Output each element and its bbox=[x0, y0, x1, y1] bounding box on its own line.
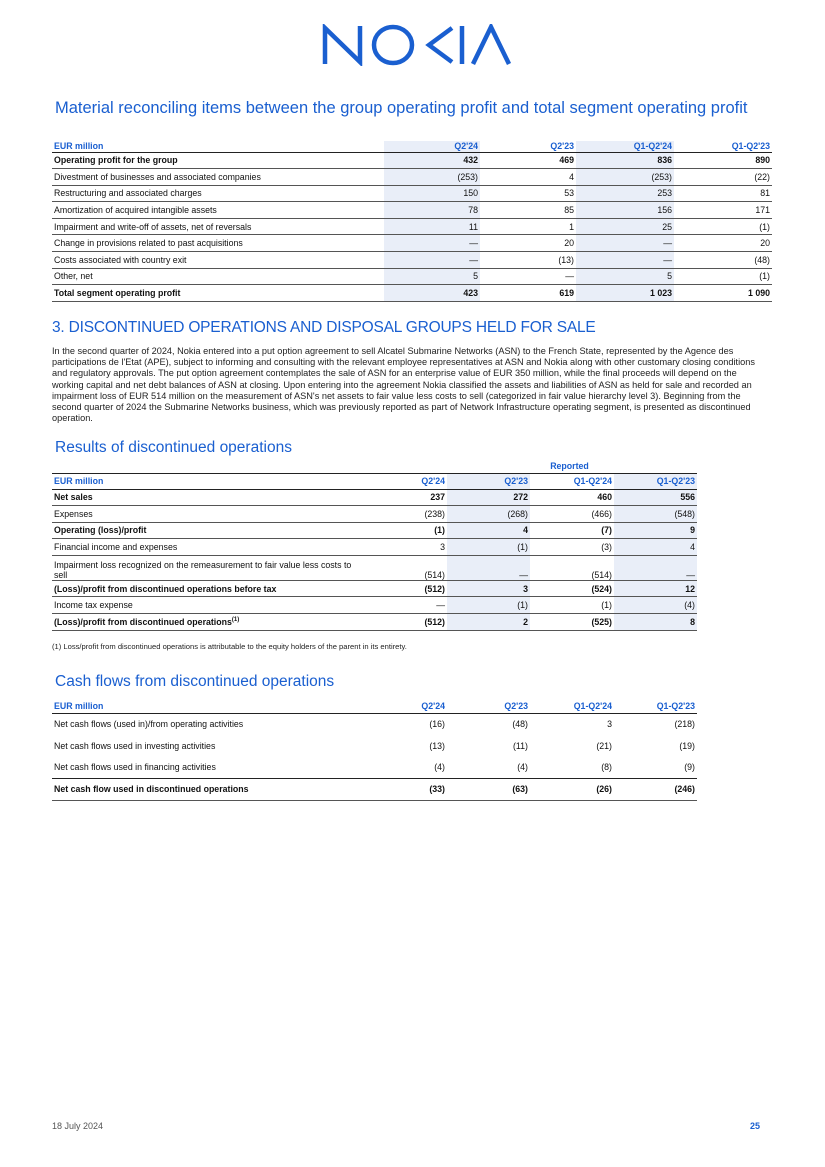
table-row bbox=[52, 522, 697, 539]
table-row bbox=[52, 218, 772, 235]
cell-value: (1) bbox=[364, 522, 447, 539]
cell-value: (16) bbox=[429, 719, 445, 730]
table-row bbox=[52, 555, 697, 580]
cell-value: 20 bbox=[480, 235, 576, 252]
cell-value: (525) bbox=[530, 614, 614, 631]
col-header: Q1-Q2'23 bbox=[614, 699, 697, 713]
row-label: Change in provisions related to past acquisitions bbox=[52, 235, 384, 252]
cell-value: 4 bbox=[447, 522, 530, 539]
table-row bbox=[52, 614, 697, 631]
cell-value: — bbox=[576, 235, 674, 252]
cell-value: 619 bbox=[480, 285, 576, 302]
cell-value: 9 bbox=[614, 522, 697, 539]
section-title-reconciling: Material reconciling items between the group operating profit and total segment operating profit bbox=[55, 99, 748, 117]
cashflows-table bbox=[52, 699, 697, 801]
row-label: Operating (loss)/profit bbox=[52, 522, 364, 539]
row-label: Net cash flows used in financing activities bbox=[54, 762, 216, 773]
row-label: Impairment loss recognized on the remeasurement to fair value less costs to sell bbox=[52, 555, 364, 580]
table-row bbox=[52, 778, 697, 800]
cell-value: 11 bbox=[384, 218, 480, 235]
table-row bbox=[52, 580, 697, 597]
cell-value: 4 bbox=[614, 539, 697, 556]
cell-value: 3 bbox=[364, 539, 447, 556]
cell-value: 432 bbox=[384, 152, 480, 169]
cell-value: (63) bbox=[447, 778, 530, 800]
cell-value: 237 bbox=[364, 489, 447, 506]
row-label: (Loss)/profit from discontinued operations before tax bbox=[52, 580, 364, 597]
cell-value: 81 bbox=[674, 185, 772, 202]
cell-value: 1 090 bbox=[674, 285, 772, 302]
cell-value: — bbox=[614, 555, 697, 580]
cell-value: (4) bbox=[434, 762, 445, 773]
cell-value: 253 bbox=[576, 185, 674, 202]
cell-value: 25 bbox=[576, 218, 674, 235]
table-row bbox=[52, 235, 772, 252]
cell-value: — bbox=[384, 235, 480, 252]
table-row bbox=[52, 597, 697, 614]
col-header: Q1-Q2'24 bbox=[530, 473, 614, 489]
page-number: 25 bbox=[750, 1121, 761, 1131]
cell-value: (514) bbox=[364, 555, 447, 580]
row-label: Other, net bbox=[52, 268, 384, 285]
row-label: Restructuring and associated charges bbox=[52, 185, 384, 202]
col-header: EUR million bbox=[52, 699, 364, 713]
cell-value: 469 bbox=[480, 152, 576, 169]
cell-value: 8 bbox=[614, 614, 697, 631]
table-row bbox=[52, 252, 772, 269]
cell-value: — bbox=[384, 252, 480, 269]
reconciling-items-table bbox=[52, 141, 772, 302]
cell-value: (13) bbox=[429, 740, 445, 751]
cell-value: (268) bbox=[447, 506, 530, 523]
discontinued-paragraph: In the second quarter of 2024, Nokia entered into a put option agreement to sell Alcatel Submarine Networks (ASN) to the French State, represented by the Agence des participations de l'Etat (APE), subject to informing and consulting with the relevant employee representatives at ASN and Nokia along with other customary closing conditions and regulatory approvals. The put option agreement contemplates the sale of ASN for an enterprise value of EUR 350 million, while the final proceeds will depend on the working capital and net debt balances of ASN at closing. Upon entering into the agreement Nokia classified the assets and liabilities of ASN as held for sale and recorded an impairment loss of EUR 514 million on the measurement of ASN's net assets to fair value less costs to sell (categorized in fair value hierarchy level 3). Beginning from the second quarter of 2024 the Submarine Networks business, which was previously reported as part of Network Infrastructure operating segment, is presented as discontinued operation. bbox=[52, 346, 755, 424]
cell-value: — bbox=[480, 268, 576, 285]
cell-value: 5 bbox=[384, 268, 480, 285]
col-header: Q1-Q2'23 bbox=[614, 473, 697, 489]
cell-value: (19) bbox=[679, 740, 695, 751]
cell-value: (26) bbox=[530, 778, 614, 800]
table-row bbox=[52, 285, 772, 302]
cell-value: (4) bbox=[517, 762, 528, 773]
cell-value: (1) bbox=[447, 539, 530, 556]
cell-value: 890 bbox=[674, 152, 772, 169]
row-label: Amortization of acquired intangible assets bbox=[52, 202, 384, 219]
cell-value: 5 bbox=[576, 268, 674, 285]
table-row bbox=[52, 713, 697, 735]
row-label: Financial income and expenses bbox=[52, 539, 364, 556]
cell-value: (512) bbox=[364, 614, 447, 631]
cell-value: 460 bbox=[530, 489, 614, 506]
row-label: Net sales bbox=[52, 489, 364, 506]
cell-value: (253) bbox=[384, 169, 480, 186]
cell-value: 150 bbox=[384, 185, 480, 202]
row-label: Operating profit for the group bbox=[52, 152, 384, 169]
cell-value: (48) bbox=[512, 719, 528, 730]
col-header: Q2'24 bbox=[384, 141, 480, 152]
cell-value: (1) bbox=[674, 218, 772, 235]
table-row bbox=[52, 489, 697, 506]
cell-value: (1) bbox=[674, 268, 772, 285]
cell-value: (524) bbox=[530, 580, 614, 597]
col-header: EUR million bbox=[52, 141, 384, 152]
cell-value: 1 bbox=[480, 218, 576, 235]
cell-value: (1) bbox=[530, 597, 614, 614]
cashflows-title: Cash flows from discontinued operations bbox=[55, 673, 335, 690]
row-label: Total segment operating profit bbox=[52, 285, 384, 302]
cell-value: (11) bbox=[513, 740, 528, 751]
cell-value: 156 bbox=[576, 202, 674, 219]
cell-value: (218) bbox=[674, 719, 695, 730]
cell-value: (548) bbox=[614, 506, 697, 523]
table-row bbox=[52, 152, 772, 169]
cell-value: (22) bbox=[674, 169, 772, 186]
table-row bbox=[52, 185, 772, 202]
cell-value: (246) bbox=[614, 778, 697, 800]
cell-value: (21) bbox=[596, 740, 612, 751]
col-header: Q1-Q2'24 bbox=[576, 141, 674, 152]
row-label: Divestment of businesses and associated companies bbox=[52, 169, 384, 186]
table-row bbox=[52, 202, 772, 219]
footnote-ref: (1) bbox=[231, 616, 240, 623]
row-label: Net cash flows (used in)/from operating activities bbox=[54, 719, 244, 730]
footer-date: 18 July 2024 bbox=[52, 1121, 104, 1131]
cell-value: 272 bbox=[447, 489, 530, 506]
cell-value: (4) bbox=[614, 597, 697, 614]
cell-value: (8) bbox=[601, 762, 612, 773]
row-label: Costs associated with country exit bbox=[52, 252, 384, 269]
table-row bbox=[52, 539, 697, 556]
cell-value: (1) bbox=[447, 597, 530, 614]
section-title-discontinued: 3. DISCONTINUED OPERATIONS AND DISPOSAL GROUPS HELD FOR SALE bbox=[52, 319, 596, 336]
table-row bbox=[52, 169, 772, 186]
cell-value: (238) bbox=[364, 506, 447, 523]
row-label: Income tax expense bbox=[52, 597, 364, 614]
row-label: Expenses bbox=[52, 506, 364, 523]
cell-value: (48) bbox=[674, 252, 772, 269]
cell-value: (512) bbox=[364, 580, 447, 597]
table-row bbox=[52, 506, 697, 523]
cell-value: (3) bbox=[530, 539, 614, 556]
cell-value: 78 bbox=[384, 202, 480, 219]
col-header: Q1-Q2'23 bbox=[674, 141, 772, 152]
cell-value: (9) bbox=[684, 762, 695, 773]
table-row bbox=[52, 735, 697, 757]
results-title: Results of discontinued operations bbox=[55, 439, 292, 456]
col-header: Q2'24 bbox=[364, 473, 447, 489]
cell-value: (13) bbox=[480, 252, 576, 269]
table-row bbox=[52, 268, 772, 285]
cell-value: 556 bbox=[614, 489, 697, 506]
col-header: Q2'23 bbox=[447, 473, 530, 489]
results-footnote: (1) Loss/profit from discontinued operations is attributable to the equity holders of the parent in its entirety. bbox=[52, 642, 407, 651]
col-header: Q2'23 bbox=[447, 699, 530, 713]
cell-value: 4 bbox=[480, 169, 576, 186]
cell-value: 836 bbox=[576, 152, 674, 169]
col-header: EUR million bbox=[52, 473, 364, 489]
col-header: Q2'24 bbox=[364, 699, 447, 713]
table-row bbox=[52, 757, 697, 779]
cell-value: 2 bbox=[447, 614, 530, 631]
cell-value: — bbox=[576, 252, 674, 269]
cell-value: (7) bbox=[530, 522, 614, 539]
cell-value: 1 023 bbox=[576, 285, 674, 302]
cell-value: 3 bbox=[447, 580, 530, 597]
cell-value: 3 bbox=[607, 719, 612, 730]
row-label: (Loss)/profit from discontinued operations$^{(1)}$ bbox=[52, 614, 364, 631]
row-label: Impairment and write-off of assets, net of reversals bbox=[52, 218, 384, 235]
cell-value: (466) bbox=[530, 506, 614, 523]
cell-value: 20 bbox=[674, 235, 772, 252]
col-header: Q1-Q2'24 bbox=[530, 699, 614, 713]
row-label: Net cash flow used in discontinued operations bbox=[52, 778, 364, 800]
cell-value: — bbox=[364, 597, 447, 614]
col-header: Q2'23 bbox=[480, 141, 576, 152]
cell-value: 85 bbox=[480, 202, 576, 219]
nokia-logo bbox=[322, 24, 512, 66]
reported-group-header: Reported bbox=[364, 460, 697, 473]
cell-value: (253) bbox=[576, 169, 674, 186]
cell-value: — bbox=[447, 555, 530, 580]
cell-value: 53 bbox=[480, 185, 576, 202]
results-table bbox=[52, 460, 697, 631]
cell-value: (514) bbox=[530, 555, 614, 580]
cell-value: 12 bbox=[614, 580, 697, 597]
cell-value: 423 bbox=[384, 285, 480, 302]
cell-value: (33) bbox=[364, 778, 447, 800]
cell-value: 171 bbox=[674, 202, 772, 219]
row-label: Net cash flows used in investing activities bbox=[54, 740, 216, 751]
